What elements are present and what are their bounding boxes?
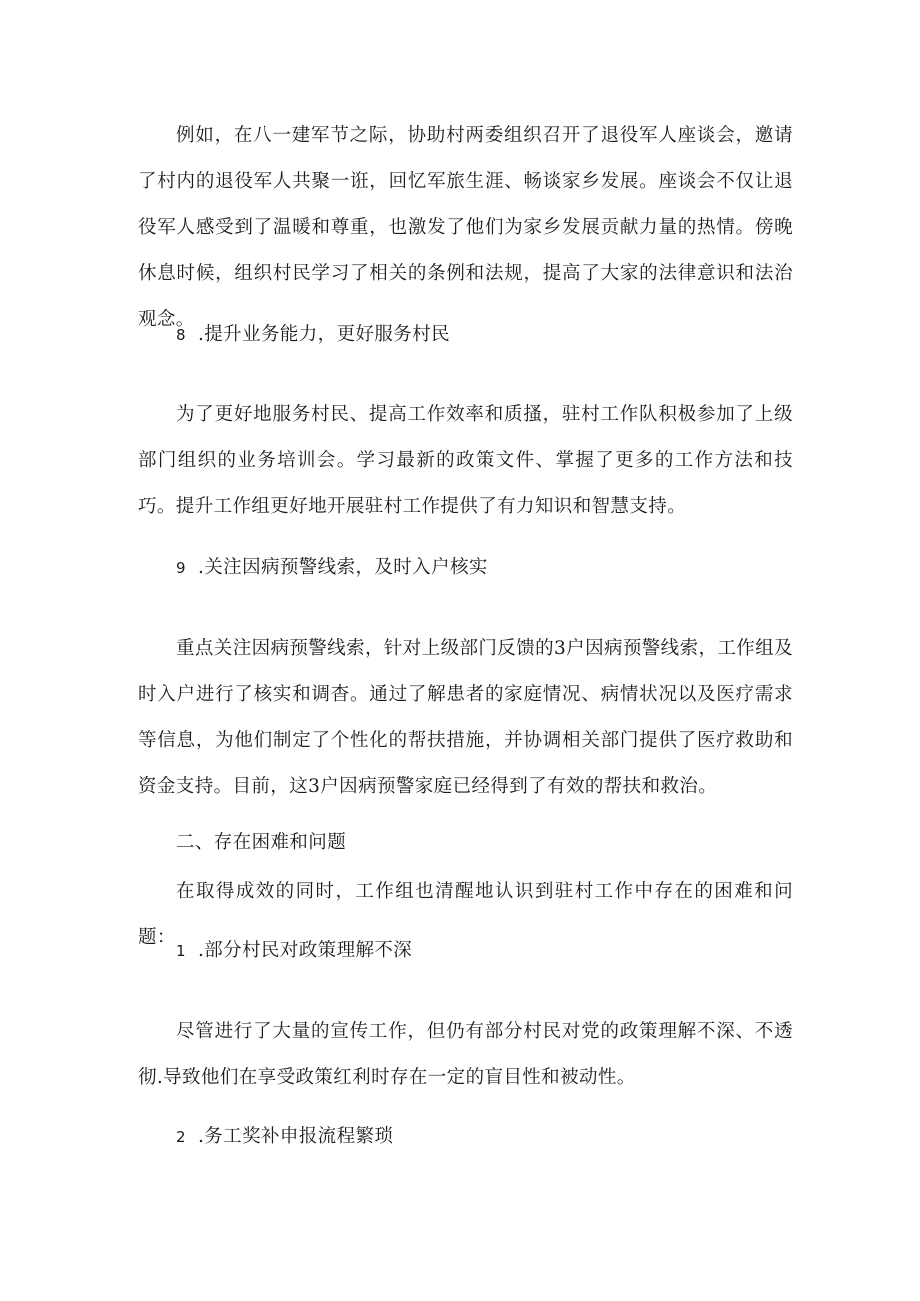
paragraph-illness-warning: 重点关注因病预警线索，针对上级部门反馈的3户因病预警线索，工作组及时入户进行了核实和调杳。通过了解患者的家庭情况、病情状况以及医疗需求等信息，为他们制定了个性化的帮扶措施，并协调相关部门提供了医疗救助和资金支持。目前，这3户因病预警家庭已经得到了有效的帮扶和救治。	[138, 638, 793, 797]
heading-number: 9	[176, 559, 186, 577]
heading-text: .务工奖补申报流程繁琐	[198, 1126, 394, 1147]
heading-item-1	[176, 928, 776, 974]
heading-text: .部分村民对政策理解不深	[198, 940, 413, 961]
heading-item-8	[176, 312, 776, 358]
paragraph-policy-understanding: 尽管进行了大量的宣传工作，但仍有部分村民对党的政策理解不深、不透彻.导致他们在享受政策红利时存在一定的盲目性和被动性。	[138, 1021, 793, 1088]
heading-text: .关注因病预警线索，及时入户核实	[198, 557, 488, 578]
section-heading-difficulties: 二、存在困难和问题	[176, 832, 347, 853]
heading-item-9	[176, 545, 776, 591]
paragraph-veterans-forum: 例如，在八一建军节之际，协助村两委组织召开了退役军人座谈会，邀请了村内的退役军人共聚一诳，回忆军旅生涯、畅谈家乡发展。座谈会不仅让退役军人感受到了温暖和尊重，也激发了他们为家乡发展贡献力量的热情。傍晚休息时候，组织村民学习了相关的条例和法规，提高了大家的法律意识和法治观念。	[138, 125, 793, 330]
heading-item-2	[176, 1114, 776, 1160]
heading-number: 1	[176, 942, 186, 960]
heading-number: 8	[176, 326, 186, 344]
heading-number: 2	[176, 1128, 186, 1146]
paragraph-business-training: 为了更好地服务村民、提高工作效率和质搔，驻村工作队积极参加了上级部门组织的业务培训会。学习最新的政策文件、掌握了更多的工作方法和技巧。提升工作组更好地开展驻村工作提供了有力知识和智慧支持。	[138, 404, 793, 517]
paragraph-intro-difficulties: 在取得成效的同时，工作组也清醒地认识到驻村工作中存在的困难和问题：	[138, 881, 793, 948]
heading-text: .提升业务能力，更好服务村民	[198, 324, 450, 345]
